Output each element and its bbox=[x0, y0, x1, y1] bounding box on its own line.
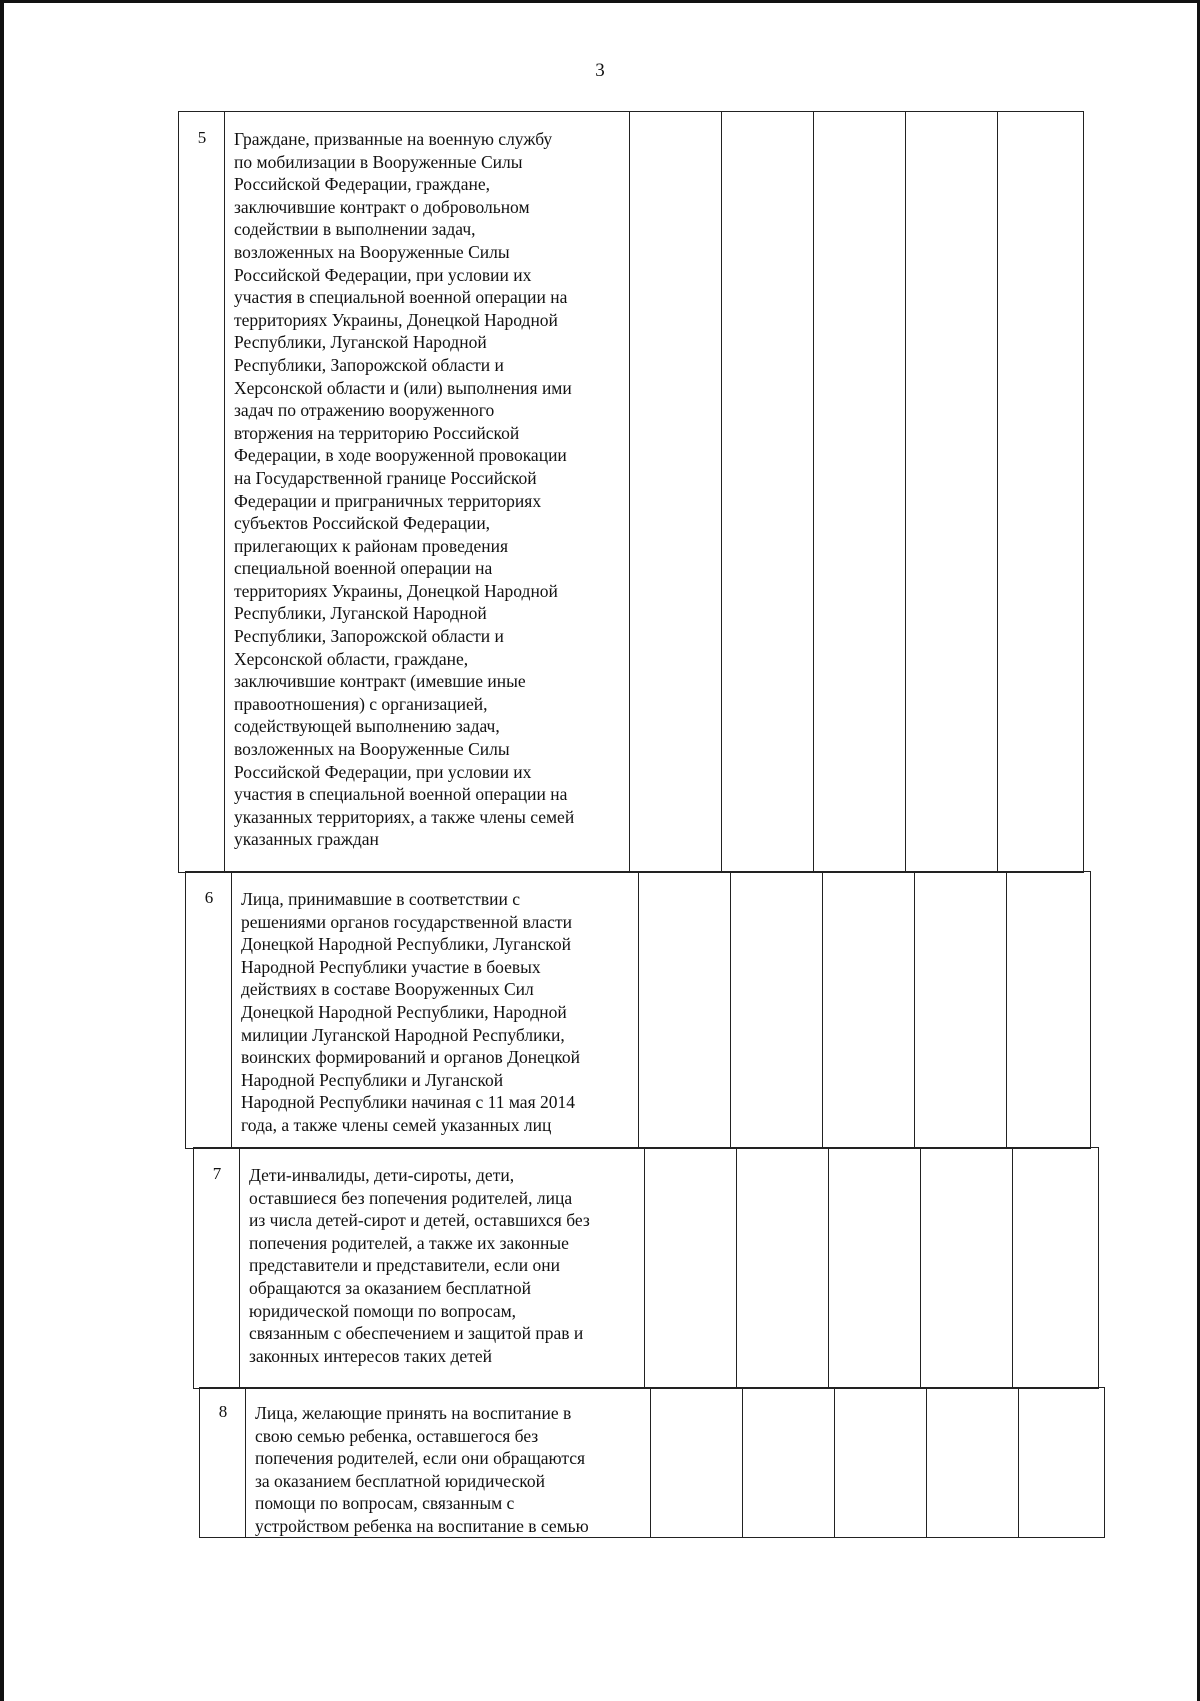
row-description: Лица, принимавшие в соответствии с решениями органов государственной власти Донецкой Народной Республики, Луганской Народной Республики участие в боевых действиях в составе Вооруженных Сил Донецкой Народной Республики, Народной милиции Луганской Народной Республики, воинских формирований и органов Донецкой Народной Республики и Луганской Народной Республики начиная с 11 мая 2014 года, а также члены семей указанных лиц bbox=[241, 889, 581, 1135]
table-cell-col-7 bbox=[1018, 1388, 1019, 1537]
row-number: 5 bbox=[197, 128, 207, 147]
table-cell-col-6 bbox=[905, 112, 906, 872]
row-description: Дети-инвалиды, дети-сироты, дети, оставшиеся без попечения родителей, лица из числа детей-сирот и детей, оставшихся без попечения родителей, а также их законные представители и представители, если они обращаются за оказанием бесплатной юридической помощи по вопросам, связанным с обеспечением и защитой прав и законных интересов таких детей bbox=[249, 1165, 590, 1366]
table-cell-text-divider bbox=[224, 112, 225, 872]
table-cell-col-3 bbox=[644, 1148, 645, 1388]
scan-edge-top bbox=[0, 0, 1200, 3]
page-number: 3 bbox=[595, 60, 605, 81]
table-cell-col-5 bbox=[834, 1388, 835, 1537]
table-cell-col-5 bbox=[813, 112, 814, 872]
table-cell-col-5 bbox=[828, 1148, 829, 1388]
table-cell-col-3 bbox=[650, 1388, 651, 1537]
row-number: 7 bbox=[212, 1164, 222, 1183]
table-row-6 bbox=[185, 871, 1091, 1149]
row-number: 8 bbox=[218, 1402, 228, 1421]
table-cell-text-divider bbox=[239, 1148, 240, 1388]
row-number: 6 bbox=[204, 888, 214, 907]
table-cell-col-6 bbox=[920, 1148, 921, 1388]
row-description: Лица, желающие принять на воспитание в свою семью ребенка, оставшегося без попечения родителей, если они обращаются за оказанием бесплатной юридической помощи по вопросам, связанным с устройством ребенка на воспитание в семью bbox=[255, 1403, 589, 1536]
table-cell-col-5 bbox=[822, 872, 823, 1148]
table-cell-col-4 bbox=[736, 1148, 737, 1388]
table-cell-col-7 bbox=[1006, 872, 1007, 1148]
table-cell-col-3 bbox=[629, 112, 630, 872]
table-cell-col-6 bbox=[926, 1388, 927, 1537]
table-cell-col-7 bbox=[997, 112, 998, 872]
table-cell-col-4 bbox=[742, 1388, 743, 1537]
table-cell-col-4 bbox=[721, 112, 722, 872]
table-cell-col-3 bbox=[638, 872, 639, 1148]
table-row-7 bbox=[193, 1147, 1099, 1389]
table-cell-text-divider bbox=[245, 1388, 246, 1537]
table-cell-text-divider bbox=[231, 872, 232, 1148]
table-cell-col-7 bbox=[1012, 1148, 1013, 1388]
table-row-8 bbox=[199, 1387, 1105, 1538]
table-cell-col-4 bbox=[730, 872, 731, 1148]
row-description: Граждане, призванные на военную службу по мобилизации в Вооруженные Силы Российской Федерации, граждане, заключившие контракт о добровольном содействии в выполнении задач, возложенных на Вооруженные Силы Российской Федерации, при условии их участия в специальной военной операции на территориях Украины, Донецкой Народной Республики, Луганской Народной Республики, Запорожской области и Херсонской области и (или) выполнения ими задач по отражению вооруженного вторжения на территорию Российской Федерации, в ходе вооруженной провокации на Государственной границе Российской Федерации и приграничных территориях субъектов Российской Федерации, прилегающих к районам проведения специальной военной операции на территориях Украины, Донецкой Народной Республики, Луганской Народной Республики, Запорожской области и Херсонской области, граждане, заключившие контракт (имевшие иные правоотношения) с организацией, содействующей выполнению задач, возложенных на Вооруженные Силы Российской Федерации, при условии их участия в специальной военной операции на указанных территориях, а также члены семей указанных граждан bbox=[234, 129, 575, 850]
scan-edge-left bbox=[0, 0, 4, 1701]
table-row-5 bbox=[178, 111, 1084, 873]
table-cell-col-6 bbox=[914, 872, 915, 1148]
